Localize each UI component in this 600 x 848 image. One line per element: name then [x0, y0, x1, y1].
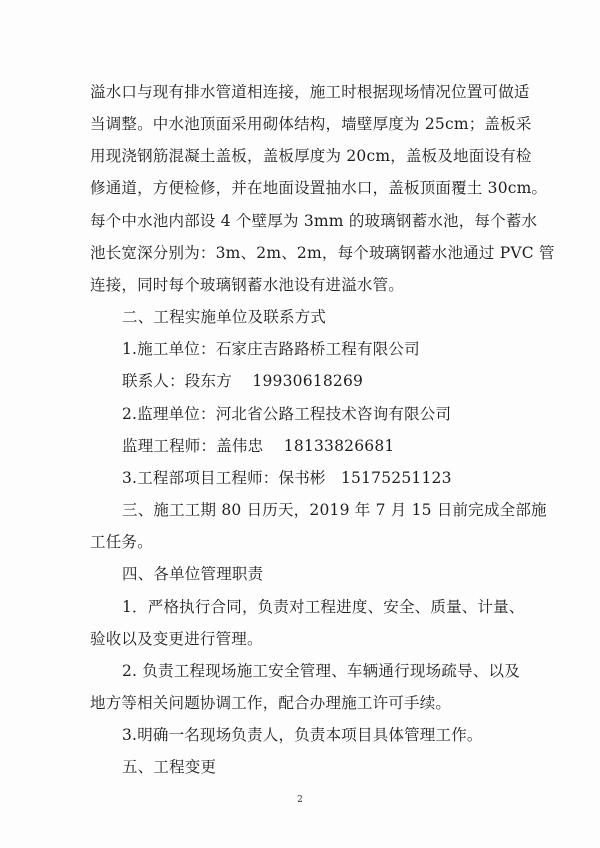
duty-line: 3.明确一名现场负责人，负责本项目具体管理工作。 — [122, 726, 483, 744]
supervision-unit: 2.监理单位：河北省公路工程技术咨询有限公司 — [122, 405, 452, 423]
duty-line: 地方等相关问题协调工作，配合办理施工许可手续。 — [90, 694, 452, 712]
section-heading: 四、各单位管理职责 — [122, 565, 264, 583]
duty-line: 验收以及变更进行管理。 — [90, 630, 263, 648]
body-line: 修通道，方便检修，并在地面设置抽水口，盖板顶面覆土 30cm。 — [90, 179, 548, 197]
contact-person: 联系人：段东方 19930618269 — [122, 372, 364, 390]
body-line: 连接，同时每个玻璃钢蓄水池设有进溢水管。 — [90, 276, 405, 294]
duty-line: 1．严格执行合同，负责对工程进度、安全、质量、计量、 — [122, 598, 525, 616]
supervision-engineer: 监理工程师：盖伟忠 18133826681 — [122, 437, 395, 455]
section-heading: 五、工程变更 — [122, 758, 217, 776]
body-line: 用现浇钢筋混凝土盖板，盖板厚度为 20cm，盖板及地面设有检 — [90, 147, 532, 165]
section-heading: 三、施工工期 80 日历天，2019 年 7 月 15 日前完成全部施 — [122, 501, 547, 519]
project-engineer: 3.工程部项目工程师：保书彬 15175251123 — [122, 469, 452, 487]
body-line: 每个中水池内部设 4 个壁厚为 3mm 的玻璃钢蓄水池，每个蓄水 — [90, 212, 538, 230]
body-line: 工任务。 — [90, 533, 153, 551]
body-line: 溢水口与现有排水管道相连接，施工时根据现场情况位置可做适 — [90, 83, 530, 101]
construction-unit: 1.施工单位：石家庄吉路路桥工程有限公司 — [122, 340, 420, 358]
duty-line: 2. 负责工程现场施工安全管理、车辆通行现场疏导、以及 — [122, 662, 520, 680]
body-line: 池长宽深分别为：3m、2m、2m，每个玻璃钢蓄水池通过 PVC 管 — [90, 244, 555, 262]
page-number: 2 — [297, 795, 303, 805]
section-heading: 二、工程实施单位及联系方式 — [122, 308, 327, 326]
body-line: 当调整。中水池顶面采用砌体结构，墙壁厚度为 25cm；盖板采 — [90, 115, 532, 133]
